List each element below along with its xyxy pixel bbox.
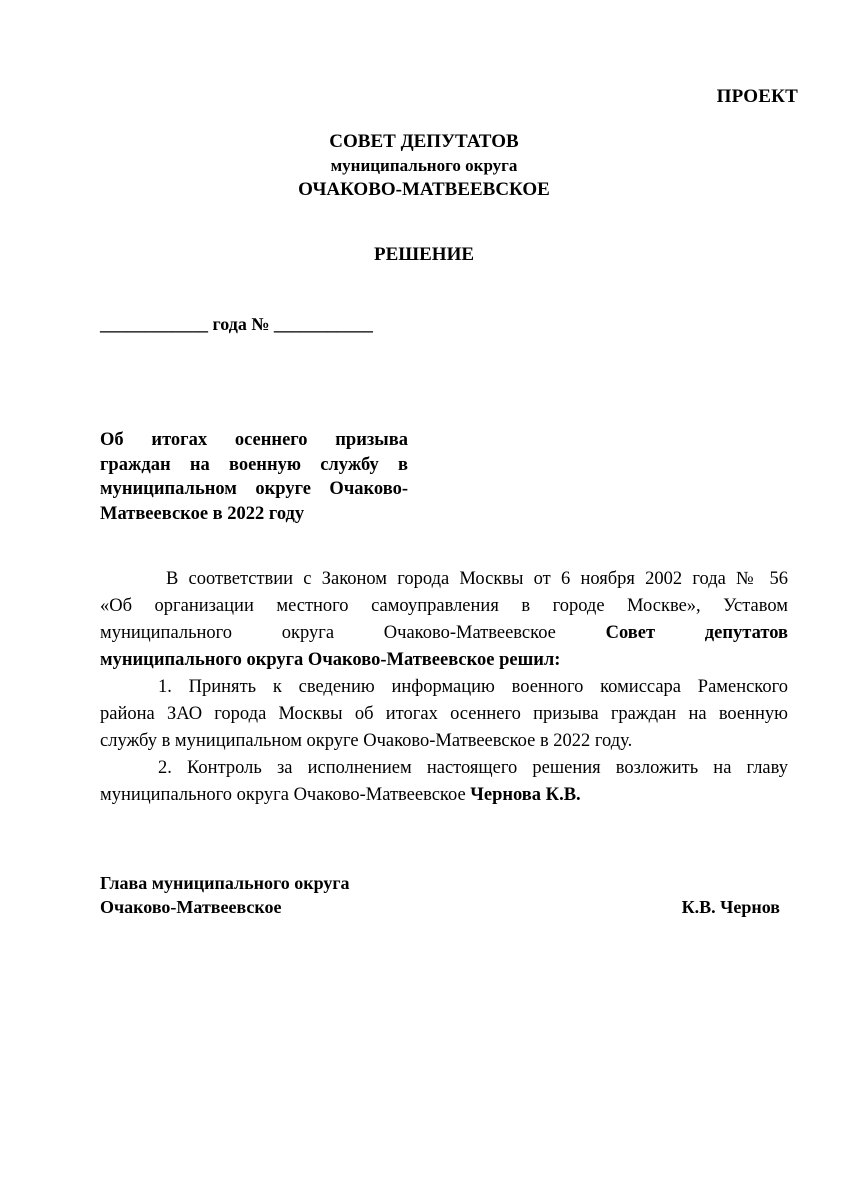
document-header: [0, 130, 848, 202]
decision-body: [100, 566, 788, 809]
preamble-bold-text: Совет депутатов: [605, 623, 788, 643]
signature-row: [100, 871, 788, 895]
signature-role: Глава муниципального округа: [100, 873, 350, 893]
signature-role: Очаково-Матвеевское: [100, 897, 282, 917]
preamble-line: муниципального округа Очаково-Матвеевское решил:: [100, 650, 561, 670]
signature-row: [100, 895, 788, 919]
council-subtitle: муниципального округа: [330, 156, 518, 175]
item-1-line: 1. Принять к сведению информацию военного комиссара Раменского: [158, 677, 788, 697]
preamble-line: [100, 620, 788, 647]
signatory-name: К.В. Чернов: [681, 897, 780, 917]
item-2-line: 2. Контроль за исполнением настоящего решения возложить на главу: [158, 758, 788, 778]
item-2-line: [100, 782, 788, 809]
item-2-bold-text: Чернова К.В.: [470, 785, 581, 805]
subject-line: Матвеевское в 2022 году: [100, 503, 305, 524]
preamble-line: В соответствии с Законом города Москвы от 6 ноября 2002 года № 56: [166, 569, 788, 589]
draft-stamp: ПРОЕКТ: [716, 86, 798, 107]
item-2-text: муниципального округа Очаково-Матвеевское: [100, 785, 471, 805]
date-number-line: ____________ года № ___________: [100, 314, 373, 334]
subject-line: граждан на военную службу в: [100, 454, 408, 475]
district-name: ОЧАКОВО-МАТВЕЕВСКОЕ: [298, 179, 550, 200]
preamble-text: муниципального округа Очаково-Матвеевское: [100, 623, 606, 643]
signature-block: [100, 871, 788, 919]
preamble-line: «Об организации местного самоуправления в городе Москве», Уставом: [100, 596, 788, 616]
decision-subject: [100, 428, 408, 526]
item-1-line: службу в муниципальном округе Очаково-Матвеевское в 2022 году.: [100, 731, 633, 751]
council-title: СОВЕТ ДЕПУТАТОВ: [329, 131, 519, 152]
decision-title: РЕШЕНИЕ: [373, 244, 475, 265]
item-1-line: района ЗАО города Москвы об итогах осеннего призыва граждан на военную: [100, 704, 788, 724]
subject-line: Об итогах осеннего призыва: [100, 430, 408, 450]
subject-line: муниципальном округе Очаково-: [100, 479, 408, 499]
